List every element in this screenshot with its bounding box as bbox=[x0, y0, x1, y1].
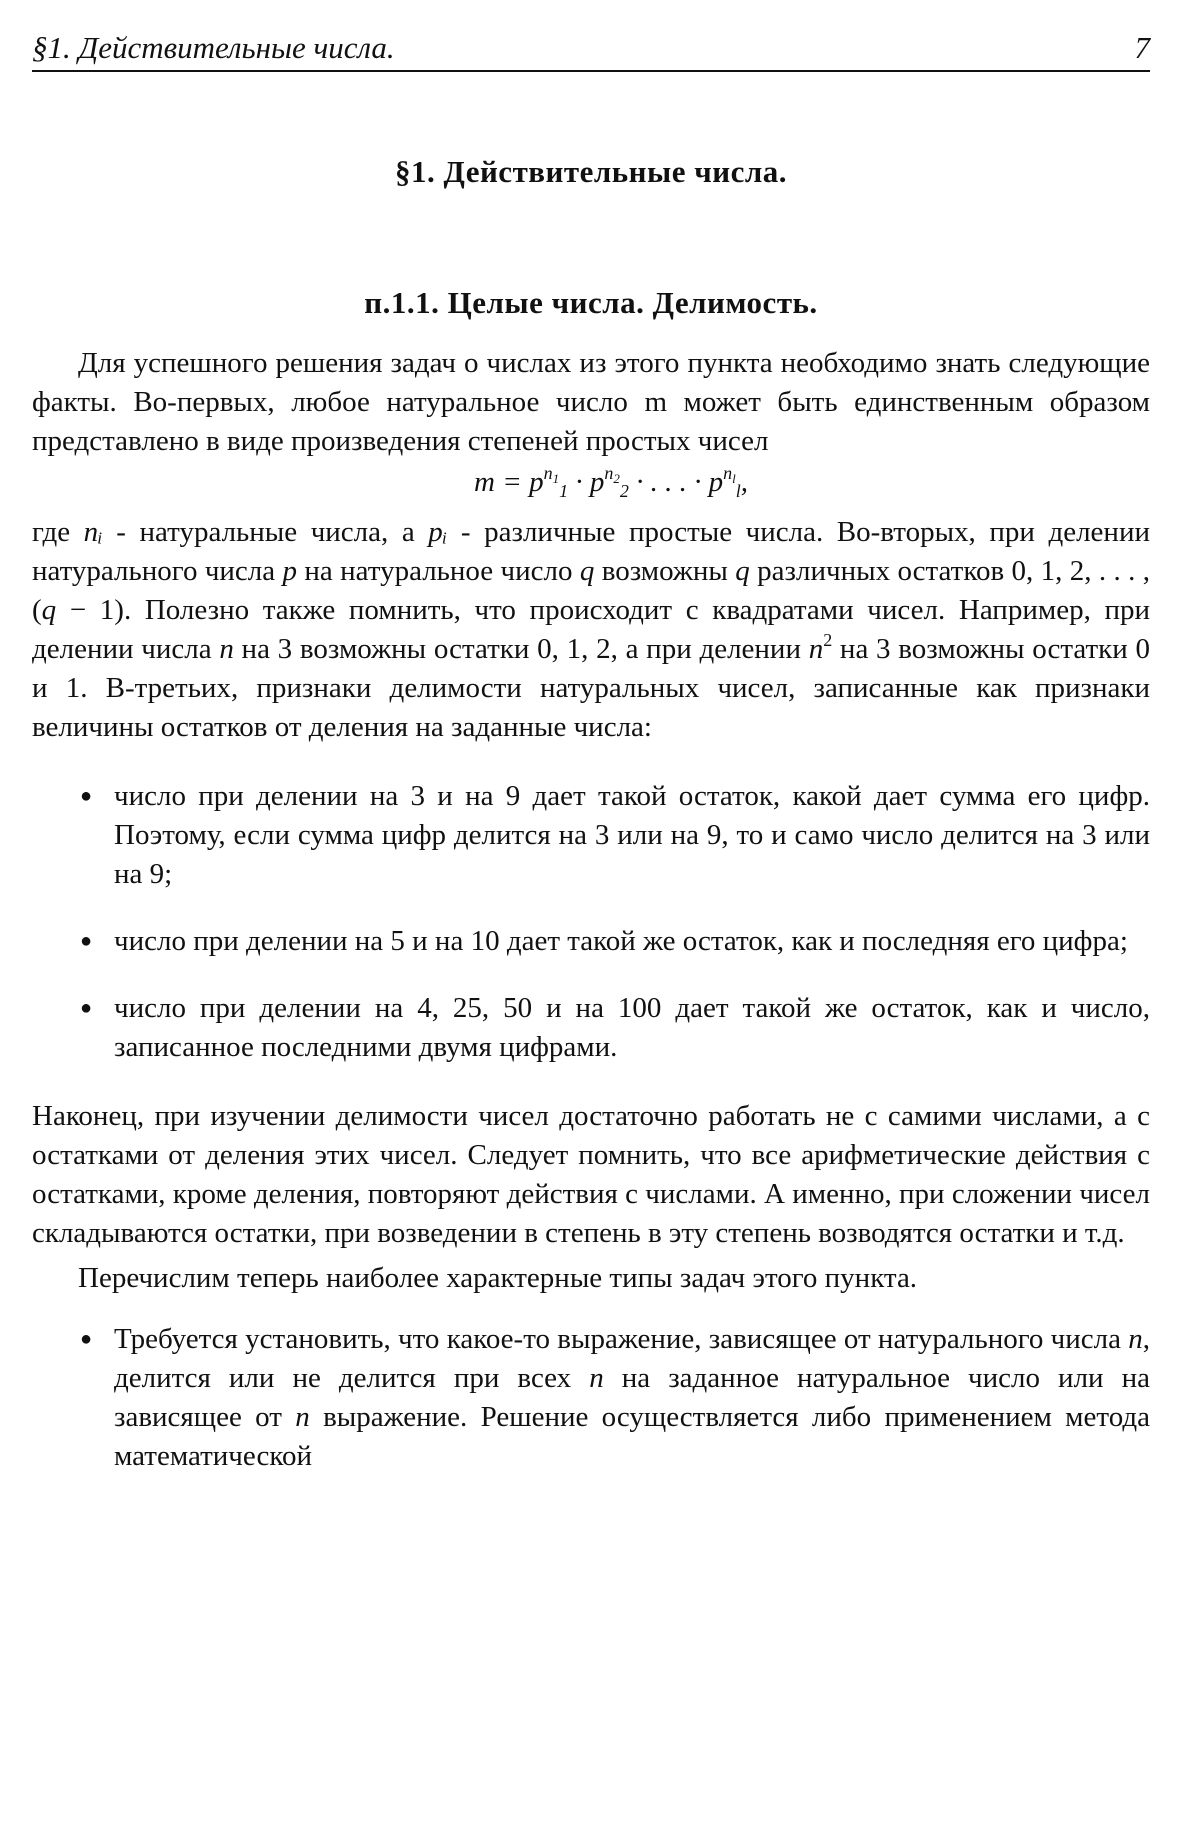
bullet-icon: ● bbox=[80, 785, 93, 807]
formula-base-1: p bbox=[529, 466, 544, 498]
list-item: ● число при делении на 4, 25, 50 и на 100 дает такой же остаток, как и число, записанное последними двумя цифрами. bbox=[32, 989, 1150, 1067]
task-types-intro: Перечислим теперь наиболее характерные типы задач этого пункта. bbox=[78, 1262, 918, 1294]
list-item: ● число при делении на 5 и на 10 дает такой же остаток, как и последняя его цифра; bbox=[32, 922, 1150, 961]
formula-index-l: l bbox=[735, 481, 741, 501]
running-header bbox=[32, 30, 1150, 72]
formula-dot: · bbox=[568, 466, 590, 498]
formula-exp-1: n bbox=[543, 463, 553, 483]
bullet-icon: ● bbox=[80, 997, 93, 1019]
list-item: ● Требуется установить, что какое-то выражение, зависящее от натурального числа n, делится или не делится при всех n на заданное натуральное число или на зависящее от n выражение. Решение осуществляется либо применением метода математической bbox=[32, 1320, 1150, 1476]
formula-exp-l: n bbox=[723, 463, 733, 483]
remainders-paragraph: Наконец, при изучении делимости чисел достаточно работать не с самими числами, а с остатками от деления этих чисел. Следует помнить, что все арифметические действия с остатками, кроме деления, повторяют действия с числами. А именно, при сложении чисел складываются остатки, при возведении в степень в эту степень возводятся остатки и т.д. bbox=[32, 1100, 1150, 1249]
factorization-formula bbox=[32, 461, 1150, 503]
formula-base-l: p bbox=[708, 466, 724, 498]
book-page bbox=[32, 30, 1150, 1476]
facts-paragraph: где nᵢ - натуральные числа, а pᵢ - различные простые числа. Во-вторых, при делении натурального числа p на натуральное число q возможны q различных остатков 0, 1, 2, . . . , (q − 1). Полезно также помнить, что происходит с квадратами чисел. Например, при делении числа n на 3 возможны остатки 0, 1, 2, а при делении $n^2$ на 3 возможны остатки 0 и 1. В-третьих, признаки делимости натуральных чисел, записанные как признаки величины остатков от деления на заданные числа: bbox=[32, 516, 1150, 743]
formula-exp-index-2: 2 bbox=[613, 471, 620, 486]
list-item: ● число при делении на 3 и на 9 дает такой остаток, какой дает сумма его цифр. Поэтому, если сумма цифр делится на 3 или на 9, то и само число делится на 3 или на 9; bbox=[32, 777, 1150, 894]
task-types-list bbox=[32, 1320, 1150, 1476]
bullet-icon: ● bbox=[80, 1328, 93, 1350]
formula-exp-2: n bbox=[604, 463, 614, 483]
page-number: 7 bbox=[1134, 30, 1150, 65]
formula-exp-index-1: 1 bbox=[552, 471, 560, 486]
section-title: §1. Действительные числа. bbox=[394, 154, 787, 189]
formula-exp-index-l: l bbox=[732, 471, 736, 486]
bullet-icon: ● bbox=[80, 930, 93, 952]
formula-comma: , bbox=[740, 466, 748, 498]
formula-index-1: 1 bbox=[559, 481, 569, 501]
formula-base-2: p bbox=[589, 466, 605, 498]
formula-lhs: m = bbox=[474, 466, 530, 498]
intro-paragraph: Для успешного решения задач о числах из этого пункта необходимо знать следующие факты. Во-первых, любое натуральное число m может быть единственным образом представлено в виде произведения степеней простых чисел bbox=[32, 347, 1150, 457]
divisibility-rules-list bbox=[32, 777, 1150, 1067]
formula-index-2: 2 bbox=[619, 481, 629, 501]
formula-dots: · . . . · bbox=[628, 466, 709, 498]
subsection-title: п.1.1. Целые числа. Делимость. bbox=[364, 285, 818, 320]
running-title: §1. Действительные числа. bbox=[32, 30, 395, 65]
